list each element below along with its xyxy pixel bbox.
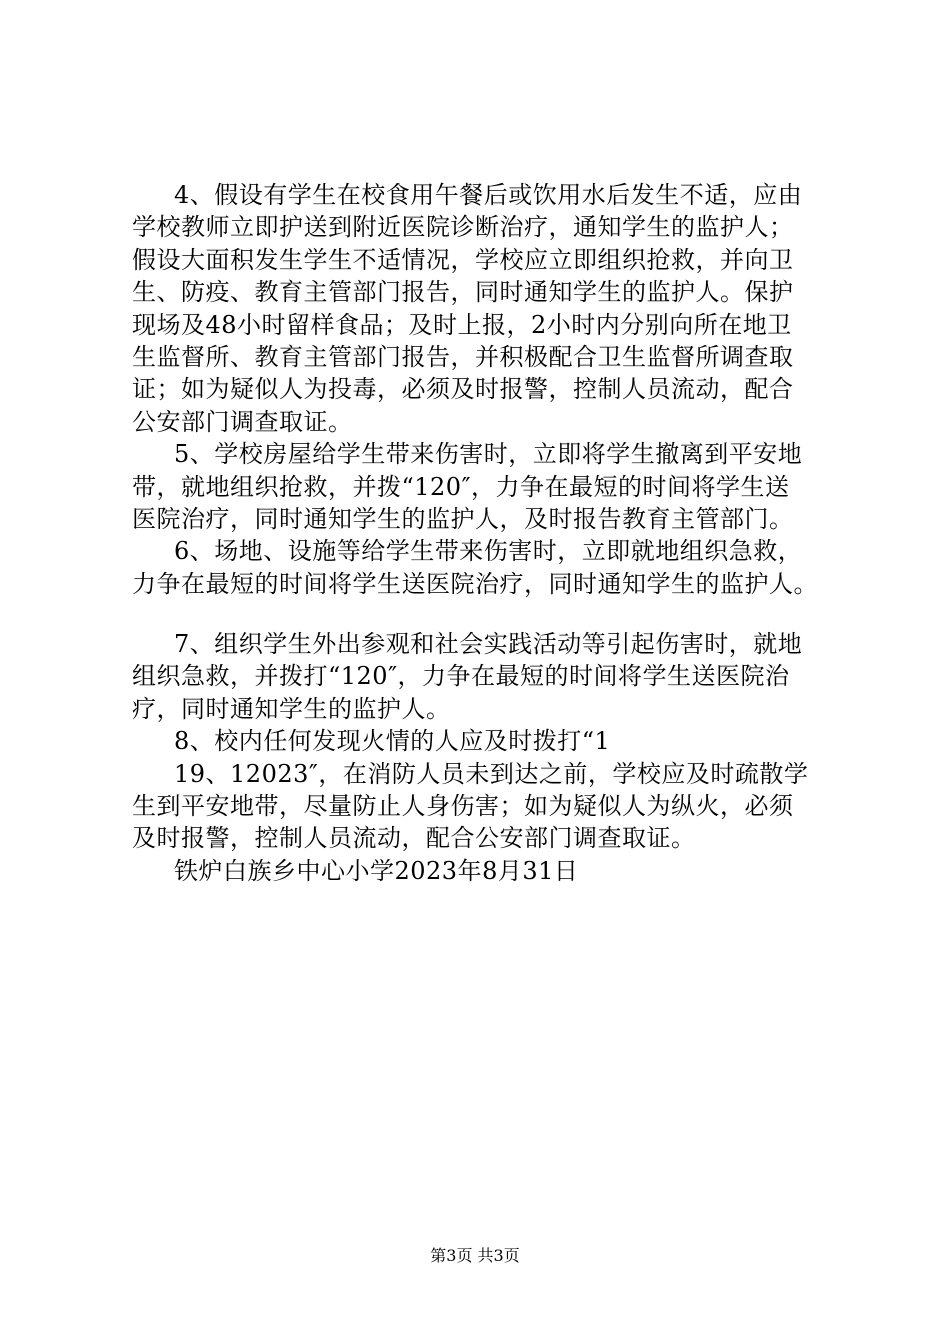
- paragraph-8-line-1: 8、校内任何发现火情的人应及时拨打“1: [174, 727, 611, 756]
- paragraph-7-line-1: 7、组织学生外出参观和社会实践活动等引起伤害时，就地: [174, 630, 803, 659]
- paragraph-8-line-3: 生到平安地带，尽量防止人身伤害；如为疑似人为纵火，必须: [132, 792, 794, 821]
- paragraph-6-line-1: 6、场地、设施等给学生带来伤害时，立即就地组织急救，: [174, 537, 803, 566]
- paragraph-8-line-4: 及时报警，控制人员流动，配合公安部门调查取证。: [132, 824, 696, 853]
- paragraph-4-line-6: 生监督所、教育主管部门报告，并积极配合卫生监督所调查取: [132, 342, 794, 371]
- paragraph-7-line-2: 组织急救，并拨打“120″，力争在最短的时间将学生送医院治: [132, 662, 790, 691]
- paragraph-4-line-7: 证；如为疑似人为投毒，必须及时报警，控制人员流动，配合: [132, 375, 794, 404]
- paragraph-5-line-2: 带，就地组织抢救，并拨“120″，力争在最短的时间将学生送: [132, 472, 790, 501]
- paragraph-4-line-3: 假设大面积发生学生不适情况，学校应立即组织抢救，并向卫: [132, 245, 794, 274]
- paragraph-4-line-5: 现场及48小时留样食品；及时上报，2小时内分别向所在地卫: [132, 310, 792, 339]
- paragraph-spacer: [132, 600, 852, 628]
- paragraph-5-line-1: 5、学校房屋给学生带来伤害时，立即将学生撤离到平安地: [174, 440, 803, 469]
- paragraph-4-line-8: 公安部门调查取证。: [132, 407, 353, 436]
- paragraph-5-line-3: 医院治疗，同时通知学生的监护人，及时报告教育主管部门。: [132, 504, 794, 533]
- paragraph-8-line-2: 19、12023″，在消防人员未到达之前，学校应及时疏散学: [174, 759, 809, 788]
- paragraph-4-line-1: 4、假设有学生在校食用午餐后或饮用水后发生不适，应由: [174, 181, 803, 209]
- paragraph-4-line-4: 生、防疫、教育主管部门报告，同时通知学生的监护人。保护: [132, 278, 794, 307]
- paragraph-6-line-2: 力争在最短的时间将学生送医院治疗，同时通知学生的监护人。: [132, 569, 818, 598]
- paragraph-7-line-3: 疗，同时通知学生的监护人。: [132, 694, 451, 723]
- document-body: [132, 179, 852, 887]
- paragraph-4-line-2: 学校教师立即护送到附近医院诊断治疗，通知学生的监护人；: [132, 213, 794, 242]
- page-footer: 第3页 共3页: [430, 1246, 520, 1265]
- signature-line: 铁炉白族乡中心小学2023年8月31日: [174, 856, 579, 885]
